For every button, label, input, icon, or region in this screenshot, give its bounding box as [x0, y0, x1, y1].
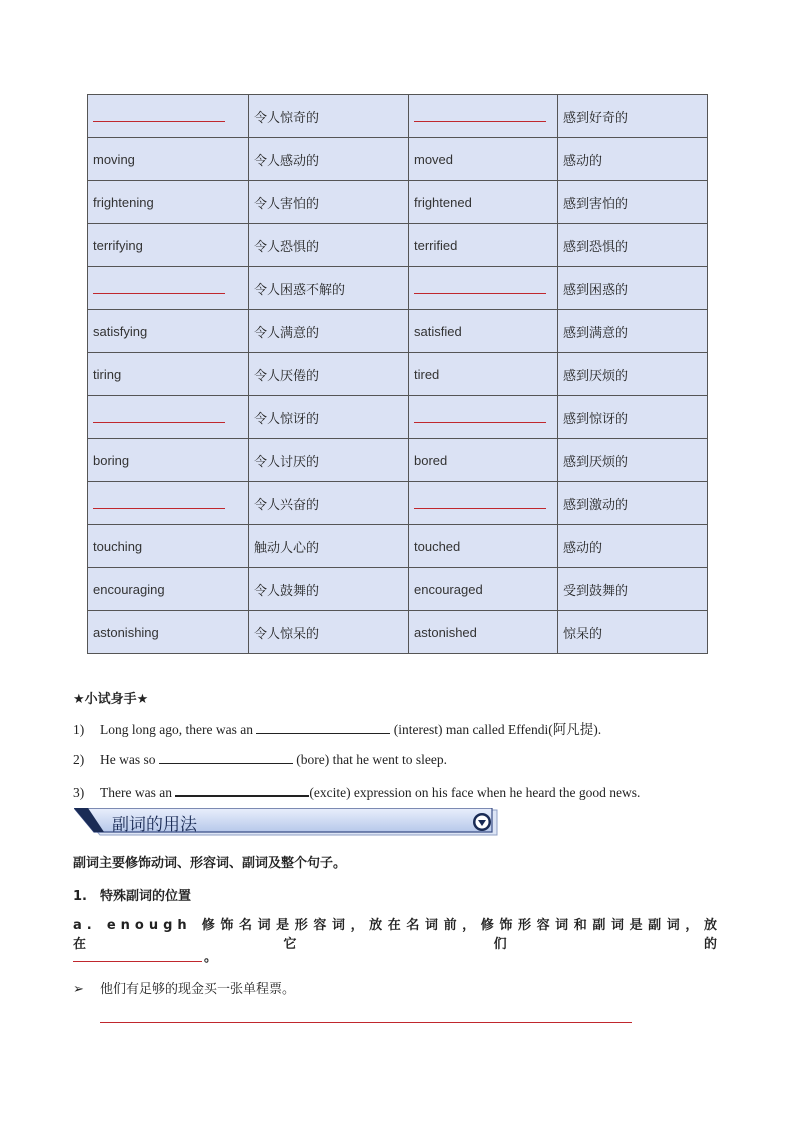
cell-text: 令人讨厌的 [254, 454, 320, 470]
chinese-cell [249, 482, 409, 525]
cell-text: 令人厌倦的 [254, 368, 320, 384]
cell-text: 令人感动的 [254, 153, 320, 169]
rule-a-period: 。 [204, 950, 218, 965]
answer-blank[interactable] [414, 279, 546, 294]
chinese-cell [249, 310, 409, 353]
chinese-cell [558, 439, 708, 482]
answer-blank[interactable] [93, 279, 225, 294]
question-3-before: There was an [100, 785, 176, 800]
question-3-blank[interactable] [175, 781, 309, 797]
answer-blank[interactable] [414, 408, 546, 423]
question-1-after: (interest) man called Effendi(阿凡提). [390, 722, 602, 737]
question-2-before: He was so [100, 752, 159, 767]
cell-text: touching [93, 538, 143, 554]
english-cell [88, 568, 249, 611]
cell-text: 感到激动的 [563, 497, 629, 513]
table-row [88, 267, 708, 310]
fill-blank-cell [409, 396, 558, 439]
cell-text: 感到厌烦的 [563, 368, 629, 384]
answer-line[interactable] [100, 1022, 632, 1023]
cell-text: 感到恐惧的 [563, 239, 629, 255]
english-cell [88, 611, 249, 654]
cell-text: 令人满意的 [254, 325, 320, 341]
cell-text: 令人恐惧的 [254, 239, 320, 255]
fill-blank-cell [88, 95, 249, 138]
english-cell [88, 439, 249, 482]
question-2-number: 2) [73, 752, 85, 767]
chinese-cell [558, 95, 708, 138]
english-cell [409, 310, 558, 353]
chinese-cell [558, 267, 708, 310]
chinese-cell [249, 611, 409, 654]
table-row [88, 568, 708, 611]
cell-text: 受到鼓舞的 [563, 583, 629, 599]
cell-text: moving [93, 151, 135, 167]
arrow-bullet-icon: ➢ [73, 982, 84, 997]
fill-blank-cell [409, 95, 558, 138]
cell-text: moved [414, 151, 454, 167]
table-row [88, 396, 708, 439]
table-row [88, 138, 708, 181]
cell-text: 感到厌烦的 [563, 454, 629, 470]
english-cell [88, 224, 249, 267]
fill-blank-cell [88, 267, 249, 310]
english-cell [409, 525, 558, 568]
cell-text: tiring [93, 366, 122, 382]
cell-text: 感到害怕的 [563, 196, 629, 212]
chinese-cell [249, 224, 409, 267]
cell-text: boring [93, 452, 130, 468]
rule-a: a. enough 修饰名词是形容词，放在名词前，修饰形容词和副词是副词，放在它们的 [73, 918, 722, 952]
fill-blank-cell [409, 267, 558, 310]
example-text: 他们有足够的现金买一张单程票。 [100, 982, 296, 997]
cell-text: 令人惊呆的 [254, 626, 320, 642]
cell-text: 令人鼓舞的 [254, 583, 320, 599]
cell-text: 惊呆的 [563, 626, 603, 642]
chinese-cell [249, 181, 409, 224]
cell-text: 令人惊奇的 [254, 110, 320, 126]
cell-text: astonishing [93, 624, 159, 640]
chinese-cell [249, 439, 409, 482]
cell-text: 感到惊讶的 [563, 411, 629, 427]
english-cell [409, 224, 558, 267]
cell-text: 令人兴奋的 [254, 497, 320, 513]
question-1 [73, 718, 601, 738]
chinese-cell [249, 267, 409, 310]
section-intro: 副词主要修饰动词、形容词、副词及整个句子。 [73, 856, 347, 871]
table-row [88, 310, 708, 353]
chevron-down-icon[interactable] [472, 812, 492, 832]
english-cell [409, 181, 558, 224]
question-3-number: 3) [73, 785, 85, 800]
cell-text: terrified [414, 237, 458, 253]
cell-text: 令人惊讶的 [254, 411, 320, 427]
chinese-cell [249, 568, 409, 611]
english-cell [409, 138, 558, 181]
table-row [88, 95, 708, 138]
chinese-cell [558, 353, 708, 396]
heading-1-text: 特殊副词的位置 [100, 889, 192, 904]
english-cell [409, 353, 558, 396]
english-cell [88, 310, 249, 353]
english-cell [409, 611, 558, 654]
cell-text: 令人害怕的 [254, 196, 320, 212]
cell-text: 触动人心的 [254, 540, 320, 556]
table-row [88, 353, 708, 396]
example-item [73, 978, 295, 997]
question-3-after: (excite) expression on his face when he heard the good news. [309, 785, 641, 800]
table-row [88, 439, 708, 482]
chinese-cell [558, 568, 708, 611]
chinese-cell [558, 224, 708, 267]
fill-blank-cell [88, 482, 249, 525]
chinese-cell [249, 138, 409, 181]
english-cell [409, 568, 558, 611]
section-title: 副词的用法 [112, 815, 197, 835]
chinese-cell [249, 396, 409, 439]
cell-text: bored [414, 452, 448, 468]
cell-text: frightened [414, 194, 472, 210]
cell-text: 感到满意的 [563, 325, 629, 341]
chinese-cell [558, 181, 708, 224]
cell-text: astonished [414, 624, 477, 640]
english-cell [88, 525, 249, 568]
chinese-cell [558, 138, 708, 181]
english-cell [88, 181, 249, 224]
chinese-cell [558, 611, 708, 654]
chinese-cell [558, 525, 708, 568]
vocab-table [87, 94, 708, 654]
question-2-after: (bore) that he went to sleep. [292, 752, 447, 767]
cell-text: 感动的 [563, 153, 603, 169]
answer-blank[interactable] [414, 494, 546, 509]
answer-blank[interactable] [93, 494, 225, 509]
cell-text: frightening [93, 194, 154, 210]
chinese-cell [249, 353, 409, 396]
cell-text: satisfied [414, 323, 462, 339]
answer-blank[interactable] [93, 107, 225, 122]
table-row [88, 224, 708, 267]
question-2 [73, 749, 447, 768]
table-row [88, 181, 708, 224]
question-2-blank[interactable] [159, 749, 293, 764]
table-row [88, 482, 708, 525]
chinese-cell [249, 95, 409, 138]
table-row [88, 525, 708, 568]
cell-text: 令人困惑不解的 [254, 282, 346, 298]
cell-text: encouraging [93, 581, 165, 597]
table-row [88, 611, 708, 654]
question-1-number: 1) [73, 722, 85, 737]
english-cell [88, 138, 249, 181]
cell-text: 感到好奇的 [563, 110, 629, 126]
heading-1-number: 1. [73, 889, 87, 904]
chinese-cell [558, 396, 708, 439]
fill-blank-cell [409, 482, 558, 525]
cell-text: 感动的 [563, 540, 603, 556]
cell-text: encouraged [414, 581, 483, 597]
rule-a-blank[interactable] [73, 961, 202, 962]
chinese-cell [558, 482, 708, 525]
cell-text: touched [414, 538, 461, 554]
cell-text: terrifying [93, 237, 143, 253]
chinese-cell [558, 310, 708, 353]
cell-text: tired [414, 366, 440, 382]
answer-blank[interactable] [93, 408, 225, 423]
fill-blank-cell [88, 396, 249, 439]
english-cell [88, 353, 249, 396]
question-1-before: Long long ago, there was an [100, 722, 257, 737]
question-3 [73, 781, 640, 801]
heading-1 [73, 885, 191, 904]
chinese-cell [249, 525, 409, 568]
cell-text: satisfying [93, 323, 148, 339]
english-cell [409, 439, 558, 482]
cell-text: 感到困惑的 [563, 282, 629, 298]
practice-title: ★小试身手★ [73, 692, 149, 707]
question-1-blank[interactable] [256, 719, 390, 734]
answer-blank[interactable] [414, 107, 546, 122]
